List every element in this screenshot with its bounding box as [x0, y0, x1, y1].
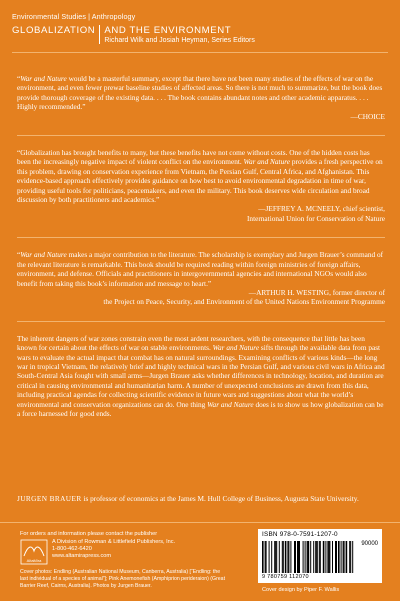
barcode-bar [343, 541, 344, 573]
description-text: The inherent dangers of war zones constrain even the most ardent researchers, with the consequence that little has been known for certain about the effects of war on stable environments. [17, 333, 365, 353]
barcode-bar [315, 541, 317, 573]
series-title [12, 25, 388, 44]
barcode-bar [303, 541, 304, 573]
series-editors: Richard Wilk and Josiah Heyman, Series Editors [104, 37, 255, 44]
publisher-info [52, 539, 175, 560]
barcode-bar [352, 541, 353, 573]
barcode-bar [294, 541, 295, 573]
description-text: does is to show us how globalization can be a force harnessed for good ends. [17, 399, 384, 418]
barcode-bar [319, 541, 320, 573]
barcode-bar [283, 541, 284, 573]
author-name: JURGEN BRAUER [17, 494, 82, 503]
blurb-attribution-line2: the Project on Peace, Security, and Environment of the United Nations Environment Programme [103, 297, 385, 307]
barcode-bar [310, 541, 311, 573]
barcode-bar [298, 541, 299, 573]
blurb-text: provides a fresh perspective on this problem, drawing on conservation experience from Vietnam, the Persian Gulf, Central Africa, and Afghanistan. This evidence-based approach effectively provides guidance on how best to avoid environmental degradation in time of war, providing useful tools for politicians, peacemakers, and even the military. This book deserves wide circulation and broad discussion by both practitioners and academics.” [17, 157, 383, 205]
book-title: War and Nature [212, 343, 260, 353]
barcode-bar [299, 541, 300, 573]
cover-design-credit: Cover design by Piper F. Wallis [262, 587, 340, 593]
barcode-bar [317, 541, 318, 573]
book-title: War and Nature [20, 250, 67, 260]
barcode-bar [308, 541, 310, 573]
book-title: War and Nature [20, 74, 67, 83]
barcode-bar [265, 541, 266, 573]
barcode-bar [350, 541, 351, 573]
barcode-bar [320, 541, 321, 573]
barcode-bar [287, 541, 288, 573]
barcode-bar [327, 541, 328, 573]
series-subject: Environmental Studies | Anthropology [12, 12, 136, 21]
description-text: sifts through the available data from past wars to evaluate the actual impact that combat has on natural surroundings. Examining conflicts of various kinds—the long war in tropical Vietnam, the relatively brief and highly technical wars in the Persian Gulf, and various civil wars in Africa and South-Central Asia fought with small arms—Jurgen Brauer asks whether differences in technology, location, and duration are critical in causing environmental and humanitarian harm. A number of unexpected conclusions are drawn from this data, including practical agendas for collecting scientific evidence in future wars and suggestions about what the world’s environmental and conservation organizations can do. One thing [17, 343, 385, 409]
publisher-line: A Division of Rowman & Littlefield Publishers, Inc. [52, 539, 176, 545]
blurb-attribution-line2: International Union for Conservation of Nature [247, 213, 385, 223]
series-title-left: GLOBALIZATION [12, 25, 96, 36]
barcode-bar [271, 541, 272, 573]
barcode-bar [335, 541, 336, 573]
barcode-bar [269, 541, 270, 573]
author-bio-text: is professor of economics at the James M. Hull College of Business, Augusta State University. [81, 494, 359, 503]
barcode-bar [274, 541, 275, 573]
blurb-text: makes a major contribution to the literature. The scholarship is exemplary and Jurgen Brauer’s command of the relevant literature is remarkable. This book should be required reading within foreign ministries of foreign affairs, environment, and defense. Officials and practitioners in intergovernmental agencies and international NGOs would also benefit from taking this book’s information and message to heart.” [17, 250, 384, 288]
book-title: War and Nature [207, 399, 254, 409]
barcode-bar [329, 541, 330, 573]
barcode-bar [305, 541, 306, 573]
header-divider [12, 52, 388, 53]
series-title-right: AND THE ENVIRONMENT [104, 25, 232, 36]
divider [17, 321, 385, 322]
publisher-website: www.altamirapress.com [52, 553, 112, 559]
blurb-text: would be a masterful summary, except that there have not been many studies of the effects of war on the environment, and even fewer prewar baseline studies of affected areas. So there is not much to summarize, but the book does provide thorough coverage of the existing data. . . . The book contains abundant notes and other academic apparatus. . . . Highly recommended.” [17, 74, 383, 112]
blurb-attribution: —ARTHUR H. WESTING, former director of [248, 287, 385, 297]
barcode-bar [338, 541, 340, 573]
book-title: War and Nature [243, 157, 291, 167]
isbn-barcode [258, 529, 382, 583]
blurb-attribution: —JEFFREY A. MCNEELY, chief scientist, [258, 204, 385, 214]
barcode-bar [328, 541, 329, 573]
publisher-footer [0, 522, 400, 601]
barcode-bar [279, 541, 280, 573]
blurb-mcneely [17, 148, 385, 223]
publisher-logo-label: AltaMira [26, 558, 42, 563]
barcode-bar [290, 541, 291, 573]
publisher-phone: 1-800-462-6420 [52, 546, 92, 552]
barcode-bar [344, 541, 345, 573]
blurb-text: “Globalization has brought benefits to many, but these benefits have not come without costs. One of the hidden costs has been the increasingly negative impact of violent conflict on the environment. [17, 148, 370, 167]
divider [17, 237, 385, 238]
series-title-right-block [99, 25, 255, 44]
publisher-logo [20, 539, 48, 565]
barcode-digits: 9 780759 112070 [262, 574, 309, 580]
barcode-bar [349, 541, 350, 573]
barcode-bar [275, 541, 276, 573]
barcode-bar [313, 541, 314, 573]
blurb-westing: “War and Nature makes a major contribution to the literature. The scholarship is exemplary and Jurgen Brauer’s command of the relevant literature is remarkable. This book should be required reading within foreign ministries of foreign affairs, environment, and defense. Officials and practitioners in intergovernmental agencies and international NGOs would also benefit from taking this book’s information and message to heart.” —ARTHUR H. WESTING, former director of the Project on Peace, Security, and Environment of the United Nations Environment Programme [17, 250, 385, 307]
barcode-bar [276, 541, 277, 573]
barcode-bar [332, 541, 333, 573]
divider [17, 135, 385, 136]
orders-note: For orders and information please contact the publisher [20, 531, 158, 537]
blurb-choice: “War and Nature would be a masterful summary, except that there have not been many studies of the effects of war on the environment, and even fewer prewar baseline studies of affected areas. So there is not much to summarize, but the book does provide thorough coverage of the existing data. . . . The book contains abundant notes and other academic apparatus. . . . Highly recommended.” —CHOICE [17, 74, 385, 121]
blurb-attribution: —CHOICE [350, 111, 385, 121]
barcode-bar [288, 541, 289, 573]
barcode-bar [295, 541, 296, 573]
barcode-bar [282, 541, 283, 573]
price-code: 90000 [361, 541, 378, 547]
isbn-number: ISBN 978-0-7591-1207-0 [262, 531, 338, 538]
barcode-bar [285, 541, 287, 573]
barcode-bar [336, 541, 337, 573]
barcode-bars [262, 541, 354, 573]
cover-photo-credit: Cover photos: Endling (Australian National Museum, Canberra, Australia) [“Endling: the last individual of a species of animal”]; Pink Anemonefish (Amphiprion perideraion) (Great Barrier Reef, Cairns, Australia). Photos by Jurgen Brauer. [20, 569, 226, 589]
barcode-bar [325, 541, 326, 573]
barcode-bar [266, 541, 267, 573]
publisher-logo-icon [20, 539, 48, 565]
author-bio [17, 494, 385, 503]
barcode-bar [307, 541, 308, 573]
barcode-bar [297, 541, 298, 573]
review-blurbs [17, 74, 385, 432]
barcode-bar [262, 541, 264, 573]
series-header [12, 12, 388, 44]
book-description [17, 334, 385, 419]
barcode-bar [341, 541, 342, 573]
barcode-bar [346, 541, 348, 573]
barcode-bar [323, 541, 325, 573]
